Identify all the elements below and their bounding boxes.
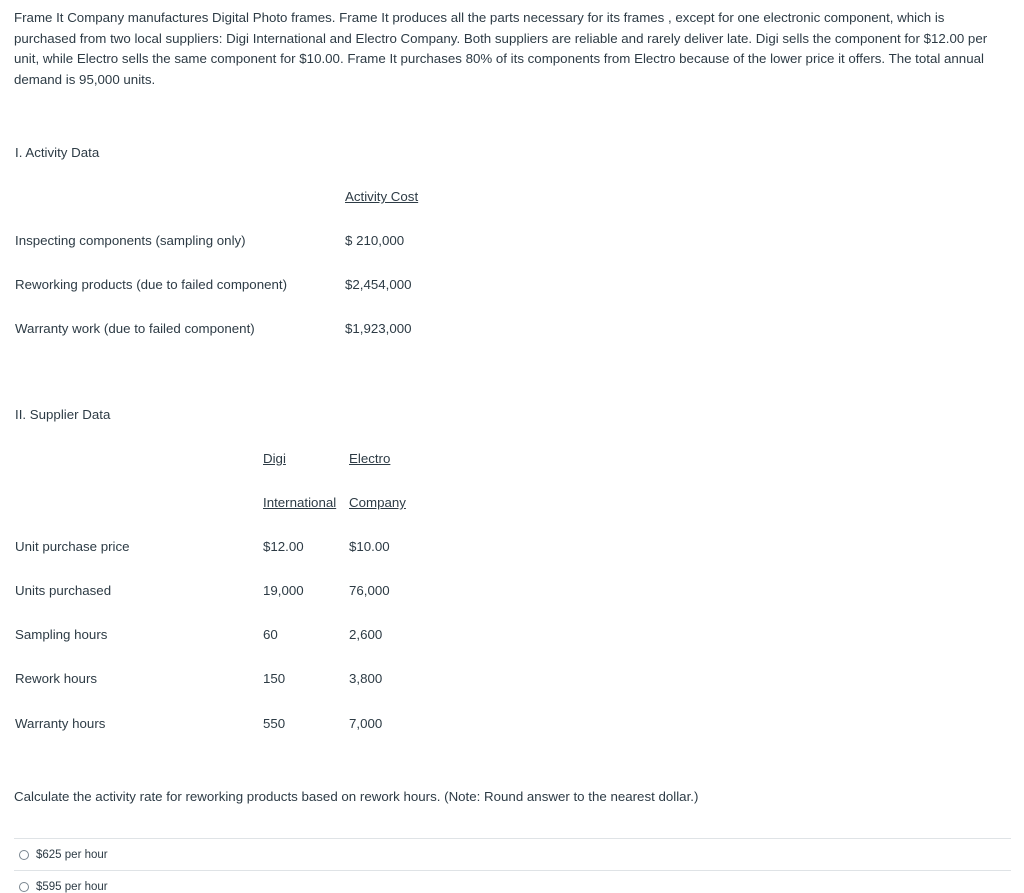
electro-header-line1: Electro — [349, 451, 391, 466]
supplier-row-electro: 2,600 — [349, 627, 383, 642]
supplier-row-electro: 7,000 — [349, 716, 383, 731]
activity-data-heading: I. Activity Data — [15, 145, 100, 160]
supplier-row-label: Warranty hours — [15, 716, 106, 731]
activity-row-cost: $ 210,000 — [345, 233, 405, 248]
supplier-row-digi: $12.00 — [263, 539, 304, 554]
answer-option[interactable] — [14, 870, 1011, 893]
electro-header-line2: Company — [349, 495, 406, 510]
supplier-row-electro: $10.00 — [349, 539, 390, 554]
activity-cost-header: Activity Cost — [345, 189, 419, 204]
digi-header-line1: Digi — [263, 451, 286, 466]
radio-button-icon[interactable] — [19, 850, 29, 860]
problem-intro: Frame It Company manufactures Digital Photo frames. Frame It produces all the parts necessary for its frames , except for one electronic component, which is purchased from two local suppliers: Digi International and Electro Company. Both suppliers are reliable and rarely deliver late. Digi sells the component for $12.00 per unit, while Electro sells the same component for $10.00. Frame It purchases 80% of its components from Electro because of the lower price it offers. The total annual demand is 95,000 units. — [14, 10, 988, 87]
activity-row-label: Reworking products (due to failed component) — [15, 277, 287, 292]
radio-button-icon[interactable] — [19, 882, 29, 892]
question-text: Calculate the activity rate for reworking products based on rework hours. (Note: Round answer to the nearest dollar.) — [14, 789, 699, 804]
answer-choices — [14, 838, 1011, 893]
activity-row-label: Inspecting components (sampling only) — [15, 233, 246, 248]
answer-option-label: $625 per hour — [36, 848, 108, 861]
supplier-row-electro: 3,800 — [349, 671, 383, 686]
supplier-row-label: Units purchased — [15, 583, 112, 598]
activity-row-cost: $1,923,000 — [345, 321, 412, 336]
supplier-row-digi: 19,000 — [263, 583, 304, 598]
answer-option-label: $595 per hour — [36, 880, 108, 893]
supplier-row-label: Unit purchase price — [15, 539, 130, 554]
activity-row-label: Warranty work (due to failed component) — [15, 321, 255, 336]
answer-option[interactable] — [14, 838, 1011, 870]
supplier-row-label: Sampling hours — [15, 627, 108, 642]
supplier-row-digi: 60 — [263, 627, 278, 642]
supplier-row-label: Rework hours — [15, 671, 98, 686]
supplier-row-electro: 76,000 — [349, 583, 390, 598]
supplier-row-digi: 150 — [263, 671, 286, 686]
activity-row-cost: $2,454,000 — [345, 277, 412, 292]
supplier-data-heading: II. Supplier Data — [15, 407, 111, 422]
supplier-row-digi: 550 — [263, 716, 286, 731]
digi-header-line2: International — [263, 495, 337, 510]
